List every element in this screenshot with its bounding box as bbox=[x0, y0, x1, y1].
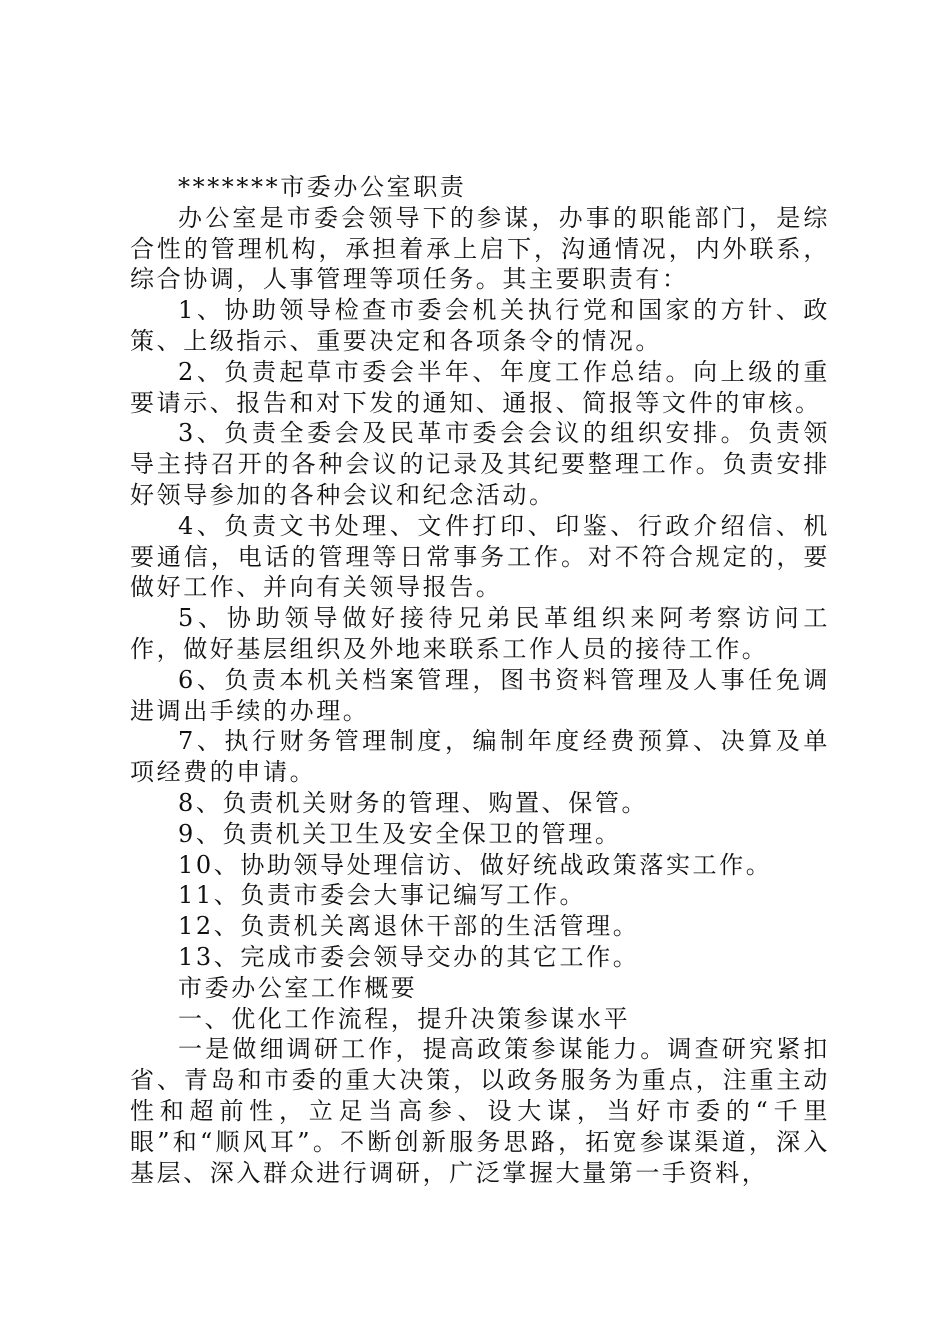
paragraph-body: 一是做细调研工作，提高政策参谋能力。调查研究紧扣省、青岛和市委的重大决策，以政务服务为重点，注重主动性和超前性，立足当高参、设大谋，当好市委的“千里眼”和“顺风耳”。不断创新服务思路，拓宽参谋渠道，深入基层、深入群众进行调研，广泛掌握大量第一手资料， bbox=[130, 1035, 830, 1187]
document-title: *******市委办公室职责 bbox=[178, 173, 467, 201]
paragraph-item-10: 10、协助领导处理信访、做好统战政策落实工作。 bbox=[178, 850, 773, 879]
paragraph-item-6: 6、负责本机关档案管理，图书资料管理及人事任免调进调出手续的办理。 bbox=[130, 665, 830, 725]
paragraph-item-2: 2、负责起草市委会半年、年度工作总结。向上级的重要请示、报告和对下发的通知、通报、简报等文件的审核。 bbox=[130, 357, 830, 417]
paragraph-item-7: 7、执行财务管理制度，编制年度经费预算、决算及单项经费的申请。 bbox=[130, 727, 830, 787]
paragraph-item-8: 8、负责机关财务的管理、购置、保管。 bbox=[178, 788, 649, 817]
paragraph-item-3: 3、负责全委会及民革市委会会议的组织安排。负责领导主持召开的各种会议的记录及其纪要整理工作。负责安排好领导参加的各种会议和纪念活动。 bbox=[130, 419, 830, 509]
document-body bbox=[130, 172, 830, 1188]
paragraph-item-11: 11、负责市委会大事记编写工作。 bbox=[178, 881, 587, 910]
paragraph-intro: 办公室是市委会领导下的参谋，办事的职能部门，是综合性的管理机构，承担着承上启下，沟通情况，内外联系，综合协调，人事管理等项任务。其主要职责有： bbox=[130, 203, 830, 294]
section-heading-overview: 市委办公室工作概要 bbox=[178, 973, 418, 1002]
paragraph-item-4: 4、负责文书处理、文件打印、印鉴、行政介绍信、机要通信，电话的管理等日常事务工作。对不符合规定的，要做好工作、并向有关领导报告。 bbox=[130, 511, 830, 602]
paragraph-item-5: 5、协助领导做好接待兄弟民革组织来阿考察访问工作，做好基层组织及外地来联系工作人员的接待工作。 bbox=[130, 604, 830, 663]
paragraph-item-13: 13、完成市委会领导交办的其它工作。 bbox=[178, 942, 640, 971]
section-heading-1: 一、优化工作流程，提升决策参谋水平 bbox=[178, 1004, 631, 1033]
paragraph-item-9: 9、负责机关卫生及安全保卫的管理。 bbox=[178, 819, 622, 848]
paragraph-item-12: 12、负责机关离退休干部的生活管理。 bbox=[178, 912, 640, 941]
paragraph-item-1: 1、协助领导检查市委会机关执行党和国家的方针、政策、上级指示、重要决定和各项条令的情况。 bbox=[130, 296, 830, 355]
